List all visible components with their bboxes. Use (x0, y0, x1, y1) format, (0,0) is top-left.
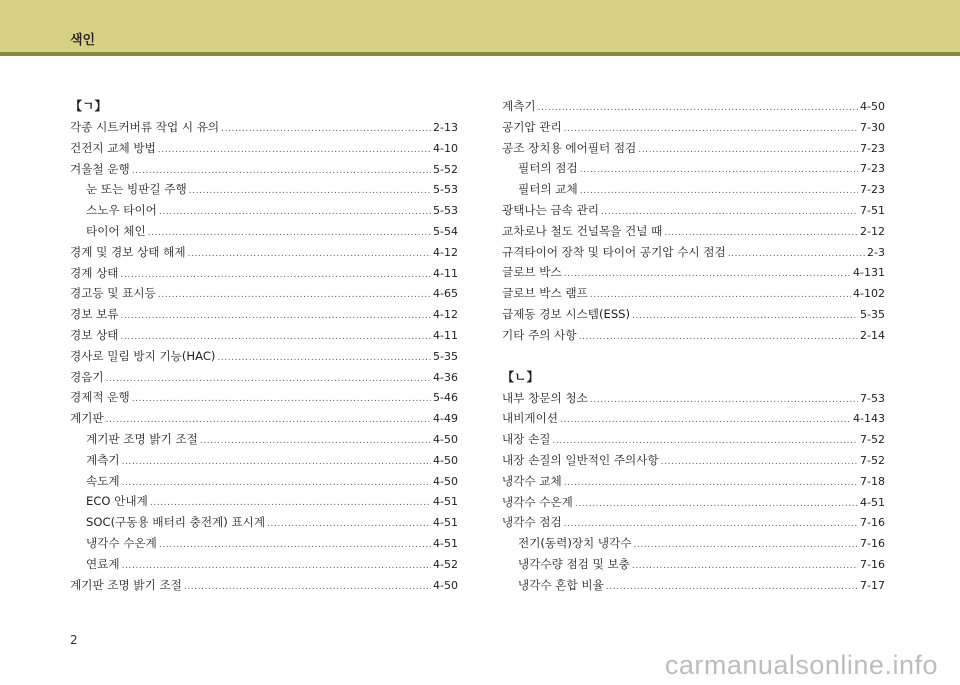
entry-label: 스노우 타이어 (86, 203, 157, 218)
index-entry (70, 159, 458, 180)
dot-leader (189, 181, 431, 202)
entry-label: 건전지 교체 방법 (70, 140, 156, 155)
entry-page-ref: 7-16 (860, 557, 885, 571)
entry-label: 계측기 (502, 99, 536, 113)
index-entry (70, 304, 458, 325)
entry-page-ref: 5-52 (433, 162, 458, 176)
entry-label: 글로브 박스 램프 (502, 286, 588, 301)
dot-leader (200, 431, 431, 452)
entry-label: 경고등 및 표시등 (70, 286, 156, 301)
entry-page-ref: 7-23 (860, 162, 885, 176)
entry-label: ECO 안내계 (86, 494, 148, 509)
dot-leader (120, 265, 431, 286)
entry-page-ref: 7-53 (860, 391, 885, 405)
dot-leader (661, 452, 858, 473)
dot-leader (606, 577, 858, 598)
index-entry (502, 138, 885, 159)
entry-page-ref: 2-3 (867, 245, 885, 259)
entry-label: 경제적 운행 (70, 390, 130, 405)
entry-page-ref: 4-143 (853, 412, 885, 426)
entry-page-ref: 5-35 (860, 307, 885, 321)
index-entry (502, 117, 885, 138)
dot-leader (132, 389, 431, 410)
entry-page-ref: 7-17 (860, 578, 885, 592)
index-subentry (70, 429, 458, 450)
entry-page-ref: 4-12 (433, 308, 458, 322)
entry-label: 겨울철 운행 (70, 161, 130, 176)
index-entry (70, 263, 458, 284)
entry-page-ref: 5-53 (433, 204, 458, 218)
index-entry (502, 408, 885, 429)
dot-leader (564, 119, 858, 140)
dot-leader (664, 223, 858, 244)
entry-page-ref: 4-49 (433, 412, 458, 426)
entry-label: 전기(동력)장치 냉각수 (518, 536, 632, 551)
dot-leader (552, 431, 858, 452)
dot-leader (120, 306, 431, 327)
index-entry (70, 138, 458, 159)
index-subentry (70, 200, 458, 221)
entry-page-ref: 4-51 (860, 495, 885, 509)
index-entry (502, 304, 885, 325)
index-entry (70, 325, 458, 346)
dot-leader (580, 181, 858, 202)
entry-label: 경사로 밀림 방지 기능(HAC) (70, 348, 216, 363)
entry-label: 필터의 점검 (518, 161, 578, 176)
entry-label: 급제동 경보 시스템(ESS) (502, 306, 631, 321)
dot-leader (148, 223, 431, 244)
entry-page-ref: 7-16 (860, 537, 885, 551)
entry-page-ref: 5-46 (433, 391, 458, 405)
entry-page-ref: 4-52 (433, 557, 458, 571)
entry-page-ref: 7-52 (860, 433, 885, 447)
entry-label: 내장 손질의 일반적인 주의사항 (502, 452, 659, 467)
dot-leader (590, 285, 851, 306)
section-heading: 【ㄴ】 (502, 369, 540, 384)
index-subentry (70, 221, 458, 242)
entry-page-ref: 4-11 (433, 266, 458, 280)
dot-leader (538, 98, 858, 119)
entry-label: 타이어 체인 (86, 223, 146, 238)
entry-page-ref: 4-65 (433, 287, 458, 301)
entry-label: 광택나는 금속 관리 (502, 202, 599, 217)
watermark: carmanualsonline.info (664, 650, 938, 680)
entry-page-ref: 4-50 (433, 474, 458, 488)
entry-page-ref: 4-36 (433, 370, 458, 384)
index-subentry (70, 179, 458, 200)
entry-page-ref: 7-23 (860, 141, 885, 155)
index-entry (502, 492, 885, 513)
index-entry (502, 388, 885, 409)
entry-page-ref: 7-52 (860, 453, 885, 467)
entry-label: 각종 시트커버류 작업 시 유의 (70, 120, 220, 134)
page-header (0, 0, 960, 56)
dot-leader (150, 493, 431, 514)
dot-leader (122, 473, 431, 494)
entry-label: 내장 손질 (502, 432, 551, 447)
dot-leader (159, 535, 431, 556)
entry-label: 계측기 (86, 452, 120, 467)
index-entry (70, 575, 458, 596)
dot-leader (106, 369, 431, 390)
dot-leader (634, 535, 859, 556)
entry-label: 연료계 (86, 556, 120, 571)
index-entry (502, 325, 885, 346)
entry-label: 계기판 조명 밝기 조절 (70, 577, 182, 592)
dot-leader (632, 556, 858, 577)
dot-leader (590, 390, 858, 411)
entry-page-ref: 4-51 (433, 516, 458, 530)
entry-label: 계기판 (70, 411, 104, 426)
index-subentry (70, 450, 458, 471)
dot-leader (158, 285, 431, 306)
dot-leader (158, 140, 431, 161)
entry-page-ref: 5-54 (433, 224, 458, 238)
entry-page-ref: 2-14 (860, 328, 885, 342)
dot-leader (579, 327, 858, 348)
dot-leader (159, 202, 431, 223)
dot-leader (580, 160, 858, 181)
entry-label: 냉각수 혼합 비율 (518, 577, 604, 592)
entry-page-ref: 7-23 (860, 183, 885, 197)
dot-leader (122, 452, 431, 473)
dot-leader (564, 473, 858, 494)
entry-label: 규격타이어 장착 및 타이어 공기압 수시 점검 (502, 244, 726, 259)
entry-page-ref: 4-10 (433, 141, 458, 155)
index-column-left (70, 96, 458, 595)
index-entry (502, 450, 885, 471)
entry-page-ref: 7-51 (860, 203, 885, 217)
entry-label: 냉각수 수온계 (86, 535, 157, 550)
dot-leader (575, 494, 858, 515)
entry-page-ref: 4-11 (433, 328, 458, 342)
entry-page-ref: 7-30 (860, 120, 885, 134)
entry-label: 경음기 (70, 369, 104, 384)
entry-label: 계기판 조명 밝기 조절 (86, 431, 198, 446)
dot-leader (132, 161, 431, 182)
entry-label: 냉각수 교체 (502, 473, 562, 488)
entry-page-ref: 4-102 (853, 287, 885, 301)
entry-label: 공조 장치용 에어필터 점검 (502, 140, 637, 155)
entry-page-ref: 7-16 (860, 516, 885, 530)
entry-label: 경계 상태 (70, 265, 119, 280)
entry-page-ref: 7-18 (860, 474, 885, 488)
index-entry (70, 408, 458, 429)
dot-leader (560, 410, 851, 431)
entry-page-ref: 4-51 (433, 536, 458, 550)
index-entry (70, 117, 458, 138)
entry-label: 경계 및 경보 상태 해제 (70, 244, 186, 259)
index-entry (502, 471, 885, 492)
index-subentry (502, 533, 885, 554)
entry-label: 냉각수 점검 (502, 515, 562, 530)
index-entry (502, 200, 885, 221)
entry-label: 글로브 박스 (502, 265, 562, 280)
index-entry (502, 429, 885, 450)
dot-leader (632, 306, 858, 327)
entry-label: SOC(구동용 배터리 충전계) 표시계 (86, 515, 266, 530)
section-gap (502, 346, 885, 367)
index-entry (502, 262, 885, 283)
index-subentry (70, 491, 458, 512)
entry-label: 필터의 교체 (518, 182, 578, 197)
entry-page-ref: 2-12 (860, 224, 885, 238)
index-subentry (502, 554, 885, 575)
dot-leader (120, 327, 431, 348)
index-entry (502, 221, 885, 242)
entry-label: 냉각수량 점검 및 보충 (518, 556, 630, 571)
dot-leader (217, 348, 431, 369)
dot-leader (188, 244, 431, 265)
entry-page-ref: 2-13 (433, 121, 458, 134)
index-entry (70, 242, 458, 263)
dot-leader (638, 140, 858, 161)
entry-label: 속도계 (86, 473, 120, 488)
index-column-right (502, 96, 885, 596)
dot-leader (221, 119, 431, 140)
index-entry (502, 96, 885, 117)
entry-label: 경보 보류 (70, 307, 119, 322)
entry-page-ref: 4-12 (433, 245, 458, 259)
index-entry (70, 387, 458, 408)
dot-leader (601, 202, 858, 223)
entry-page-ref: 5-35 (433, 349, 458, 363)
entry-page-ref: 4-50 (433, 453, 458, 467)
entry-page-ref: 4-50 (433, 578, 458, 592)
index-entry (70, 367, 458, 388)
entry-page-ref: 4-131 (853, 266, 885, 280)
dot-leader (564, 514, 858, 535)
dot-leader (122, 556, 431, 577)
dot-leader (564, 264, 851, 285)
index-entry (502, 512, 885, 533)
index-entry (70, 283, 458, 304)
index-subentry (70, 512, 458, 533)
index-subentry (502, 575, 885, 596)
entry-label: 내부 창문의 청소 (502, 390, 588, 405)
entry-page-ref: 4-50 (433, 432, 458, 446)
index-subentry (70, 471, 458, 492)
entry-label: 내비게이션 (502, 411, 558, 426)
entry-page-ref: 4-51 (433, 495, 458, 509)
dot-leader (106, 410, 431, 431)
index-entry (70, 346, 458, 367)
entry-label: 공기압 관리 (502, 119, 562, 134)
dot-leader (728, 244, 865, 265)
index-subentry (502, 158, 885, 179)
header-title: 색인 (70, 33, 96, 48)
index-entry (502, 242, 885, 263)
index-subentry (502, 179, 885, 200)
entry-label: 기타 주의 사항 (502, 327, 577, 342)
section-heading: 【ㄱ】 (70, 99, 108, 113)
index-subentry (70, 554, 458, 575)
entry-label: 눈 또는 빙판길 주행 (86, 182, 187, 197)
entry-label: 경보 상태 (70, 327, 119, 342)
entry-page-ref: 5-53 (433, 183, 458, 197)
page-number: 2 (70, 633, 78, 647)
entry-label: 교차로나 철도 건널목을 건널 때 (502, 223, 663, 238)
dot-leader (267, 514, 431, 535)
entry-label: 냉각수 수온계 (502, 494, 573, 509)
index-subentry (70, 533, 458, 554)
entry-page-ref: 4-50 (860, 100, 885, 113)
index-entry (502, 283, 885, 304)
dot-leader (184, 577, 431, 598)
